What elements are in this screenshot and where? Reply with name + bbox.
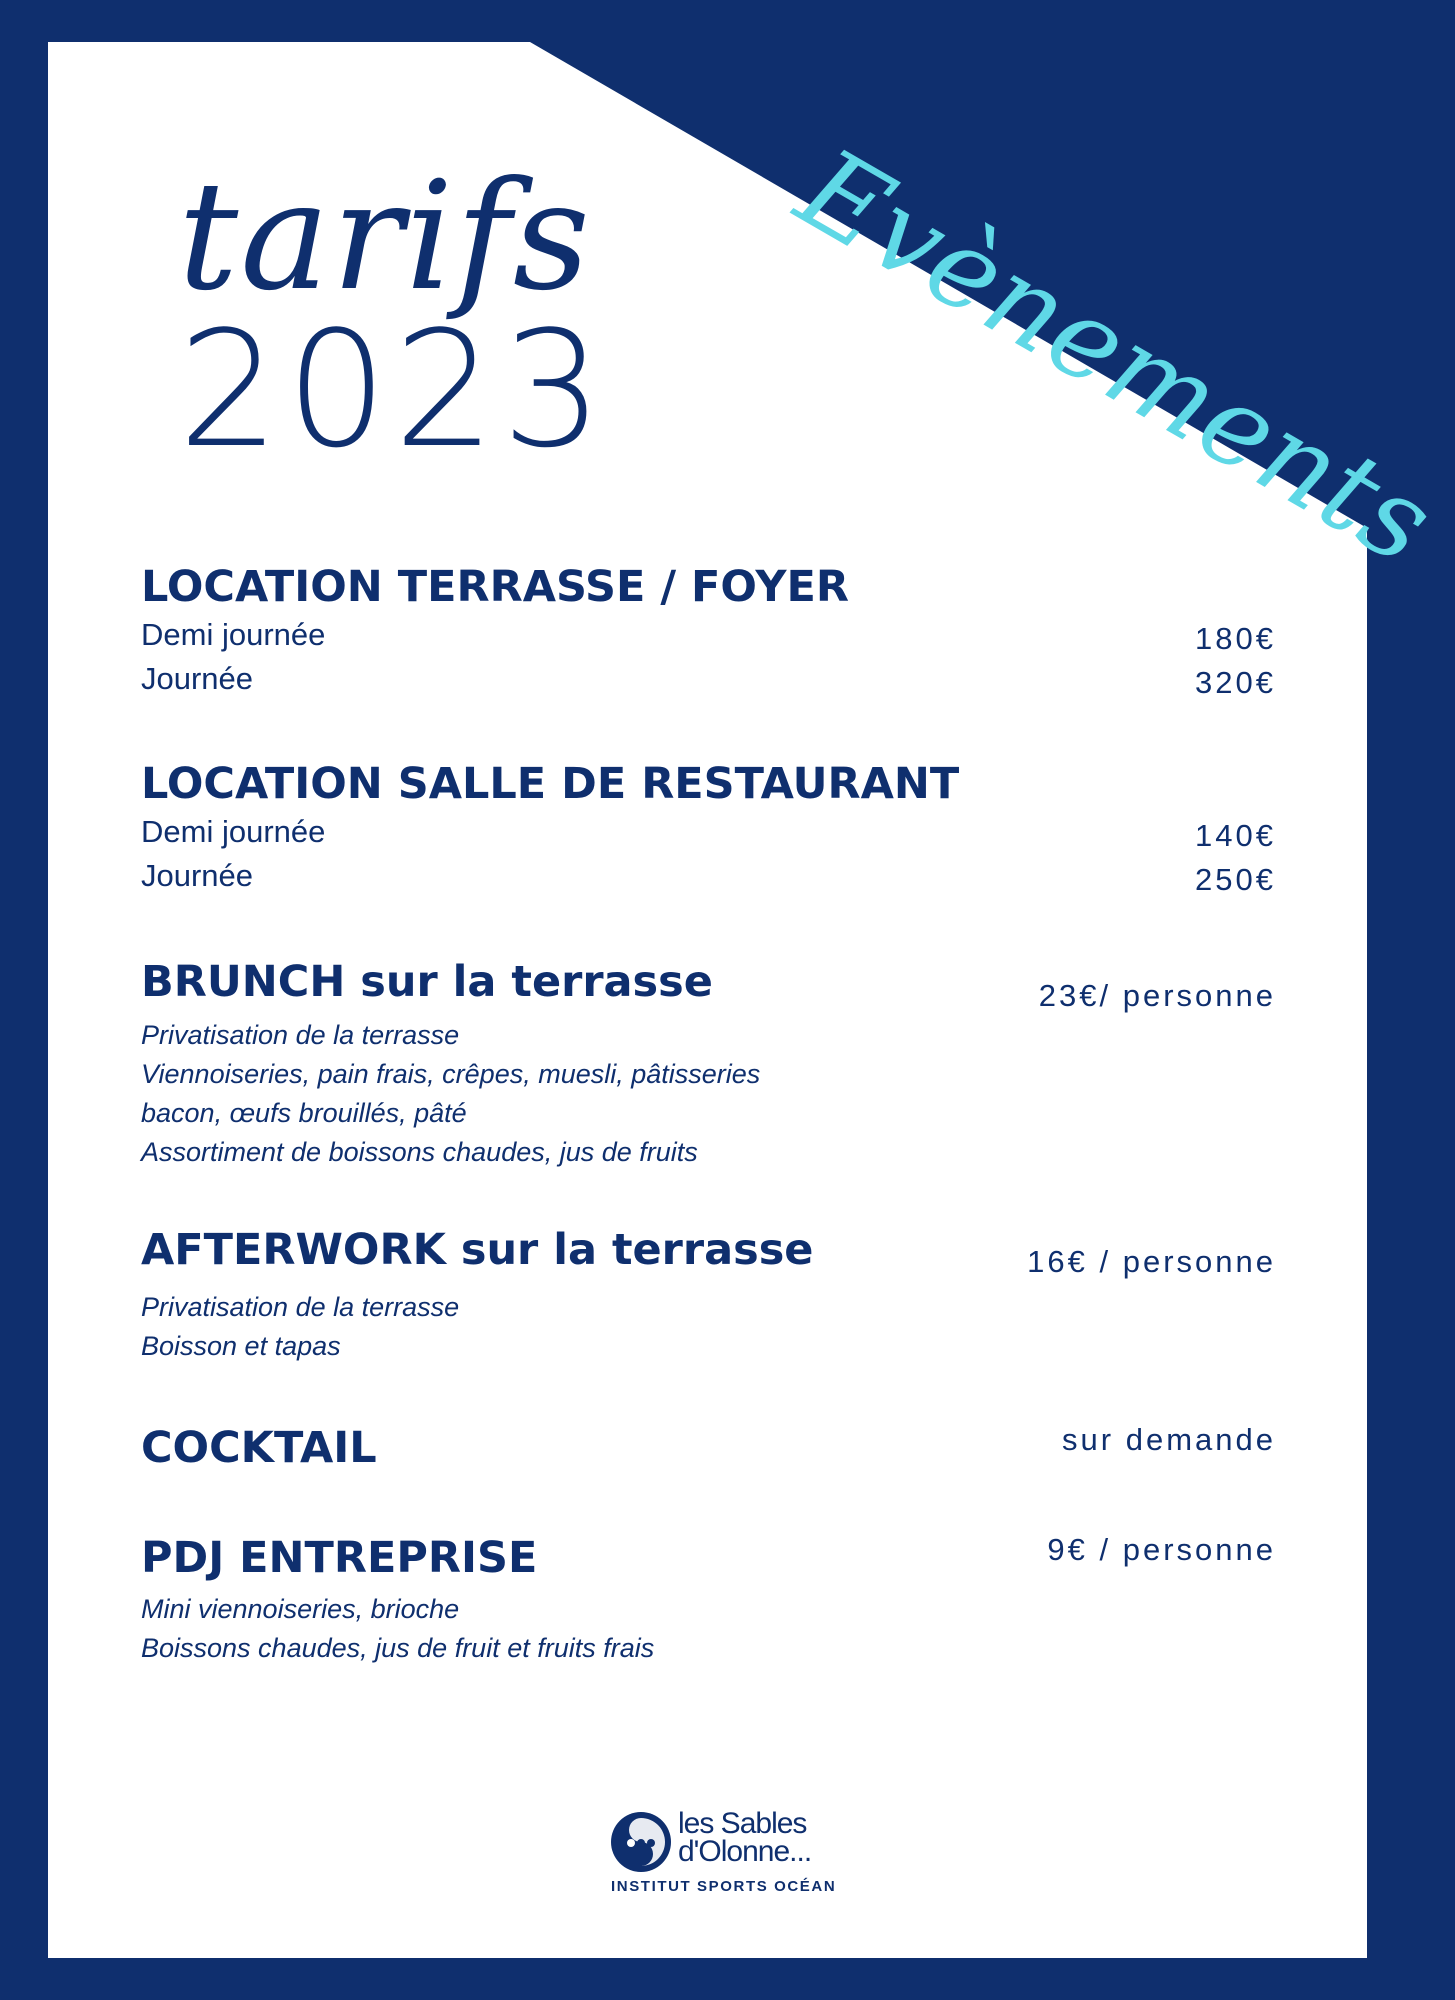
section-price: 23€/ personne	[1038, 978, 1276, 1013]
row-price: 320€	[1195, 665, 1276, 700]
description-line: Viennoiseries, pain frais, crêpes, muesli, pâtisseries	[141, 1059, 761, 1089]
section-title: PDJ ENTREPRISE	[141, 1533, 538, 1583]
section-salle	[141, 758, 1276, 898]
description-line: Mini viennoiseries, brioche	[141, 1594, 460, 1624]
price-row	[141, 810, 1276, 854]
section-description	[141, 1016, 1276, 1172]
description-line: Privatisation de la terrasse	[141, 1292, 460, 1322]
section-price: sur demande	[1062, 1422, 1276, 1457]
row-label: Journée	[141, 661, 254, 696]
title-year: 2023	[178, 296, 610, 483]
title-tarifs: tarifs	[178, 150, 592, 324]
row-price: 140€	[1195, 818, 1276, 853]
section-description	[141, 1288, 1276, 1366]
description-line: Assortiment de boissons chaudes, jus de fruits	[141, 1137, 698, 1167]
section-title: AFTERWORK sur la terrasse	[141, 1225, 814, 1275]
price-row	[141, 657, 1276, 701]
menu-card	[48, 42, 1455, 1958]
logo-text-line1: les Sables	[678, 1807, 807, 1840]
section-title: LOCATION SALLE DE RESTAURANT	[141, 759, 960, 809]
price-row	[141, 613, 1276, 657]
row-label: Demi journée	[141, 617, 326, 652]
logo	[611, 1807, 851, 1902]
row-label: Journée	[141, 858, 254, 893]
section-title: COCKTAIL	[141, 1423, 377, 1473]
description-line: Boissons chaudes, jus de fruit et fruits frais	[141, 1633, 655, 1663]
description-line: bacon, œufs brouillés, pâté	[141, 1098, 467, 1128]
section-title: BRUNCH sur la terrasse	[141, 957, 713, 1007]
section-brunch	[141, 956, 1276, 1172]
row-price: 250€	[1195, 862, 1276, 897]
section-title: LOCATION TERRASSE / FOYER	[141, 562, 850, 612]
section-afterwork	[141, 1224, 1276, 1366]
logo-mark-icon	[611, 1812, 671, 1872]
description-line: Privatisation de la terrasse	[141, 1020, 460, 1050]
section-cocktail	[141, 1422, 1276, 1474]
description-line: Boisson et tapas	[141, 1331, 341, 1361]
section-description	[141, 1590, 1276, 1668]
section-terrasse	[141, 561, 1276, 701]
price-row	[141, 854, 1276, 898]
logo-text-line2: d'Olonne...	[678, 1835, 812, 1868]
row-label: Demi journée	[141, 814, 326, 849]
section-price: 16€ / personne	[1027, 1244, 1276, 1279]
logo-text-line3: INSTITUT SPORTS OCÉAN	[611, 1878, 837, 1895]
row-price: 180€	[1195, 621, 1276, 656]
banner-evenements: Evènements	[777, 124, 1455, 591]
section-price: 9€ / personne	[1047, 1532, 1276, 1567]
section-pdj	[141, 1532, 1276, 1668]
